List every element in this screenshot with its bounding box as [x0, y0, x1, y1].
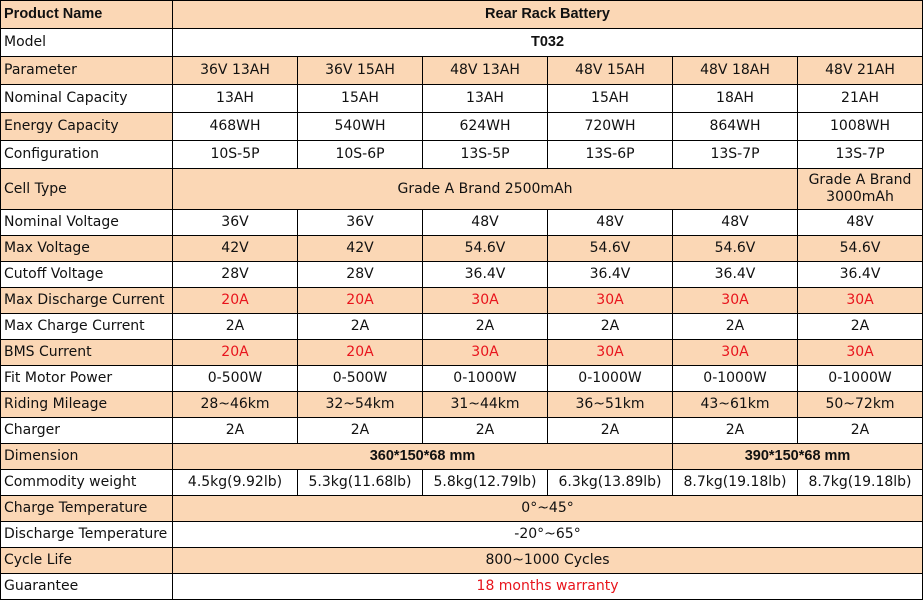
nominal-capacity-cell: 21AH: [798, 85, 923, 113]
nominal-capacity-cell: 15AH: [298, 85, 423, 113]
max-voltage-cell: 42V: [298, 236, 423, 262]
nominal-capacity-label: Nominal Capacity: [1, 85, 173, 113]
nominal-capacity-cell: 13AH: [423, 85, 548, 113]
max-charge-current-cell: 2A: [673, 314, 798, 340]
charger-cell: 2A: [548, 418, 673, 444]
bms-current-cell: 30A: [673, 340, 798, 366]
cutoff-voltage-cell: 36.4V: [798, 262, 923, 288]
nominal-voltage-cell: 48V: [548, 210, 673, 236]
configuration-row: [1, 141, 923, 169]
nominal-voltage-row: [1, 210, 923, 236]
fit-motor-power-cell: 0-1000W: [423, 366, 548, 392]
nominal-voltage-label: Nominal Voltage: [1, 210, 173, 236]
bms-current-cell: 30A: [548, 340, 673, 366]
max-charge-current-cell: 2A: [548, 314, 673, 340]
charge-temperature-row: [1, 496, 923, 522]
nominal-capacity-cell: 15AH: [548, 85, 673, 113]
dimension-value-b: 390*150*68 mm: [673, 444, 923, 470]
max-discharge-current-cell: 30A: [548, 288, 673, 314]
max-charge-current-row: [1, 314, 923, 340]
cutoff-voltage-label: Cutoff Voltage: [1, 262, 173, 288]
max-voltage-cell: 42V: [173, 236, 298, 262]
fit-motor-power-cell: 0-1000W: [673, 366, 798, 392]
parameter-cell: 36V 15AH: [298, 57, 423, 85]
nominal-capacity-row: [1, 85, 923, 113]
cutoff-voltage-cell: 36.4V: [423, 262, 548, 288]
max-charge-current-label: Max Charge Current: [1, 314, 173, 340]
parameter-row: [1, 57, 923, 85]
riding-mileage-cell: 31~44km: [423, 392, 548, 418]
discharge-temperature-value: -20°~65°: [173, 522, 923, 548]
riding-mileage-label: Riding Mileage: [1, 392, 173, 418]
charge-temperature-label: Charge Temperature: [1, 496, 173, 522]
charger-label: Charger: [1, 418, 173, 444]
max-charge-current-cell: 2A: [423, 314, 548, 340]
product-title: Rear Rack Battery: [173, 1, 923, 29]
nominal-voltage-cell: 36V: [173, 210, 298, 236]
riding-mileage-cell: 50~72km: [798, 392, 923, 418]
cutoff-voltage-cell: 36.4V: [548, 262, 673, 288]
charger-cell: 2A: [173, 418, 298, 444]
dimension-value-a: 360*150*68 mm: [173, 444, 673, 470]
energy-capacity-label: Energy Capacity: [1, 113, 173, 141]
energy-capacity-cell: 1008WH: [798, 113, 923, 141]
charger-row: [1, 418, 923, 444]
guarantee-label: Guarantee: [1, 574, 173, 600]
charge-temperature-value: 0°~45°: [173, 496, 923, 522]
dimension-row: [1, 444, 923, 470]
cell-type-label: Cell Type: [1, 169, 173, 210]
charger-cell: 2A: [423, 418, 548, 444]
charger-cell: 2A: [298, 418, 423, 444]
max-discharge-current-cell: 30A: [423, 288, 548, 314]
commodity-weight-label: Commodity weight: [1, 470, 173, 496]
max-charge-current-cell: 2A: [298, 314, 423, 340]
commodity-weight-cell: 6.3kg(13.89lb): [548, 470, 673, 496]
cycle-life-row: [1, 548, 923, 574]
bms-current-cell: 20A: [298, 340, 423, 366]
parameter-label: Parameter: [1, 57, 173, 85]
energy-capacity-cell: 624WH: [423, 113, 548, 141]
fit-motor-power-cell: 0-1000W: [798, 366, 923, 392]
configuration-label: Configuration: [1, 141, 173, 169]
energy-capacity-cell: 468WH: [173, 113, 298, 141]
bms-current-cell: 30A: [423, 340, 548, 366]
configuration-cell: 10S-6P: [298, 141, 423, 169]
energy-capacity-cell: 864WH: [673, 113, 798, 141]
energy-capacity-cell: 540WH: [298, 113, 423, 141]
cell-type-last: Grade A Brand 3000mAh: [798, 169, 923, 210]
max-voltage-cell: 54.6V: [423, 236, 548, 262]
header-row: [1, 1, 923, 29]
configuration-cell: 10S-5P: [173, 141, 298, 169]
bms-current-row: [1, 340, 923, 366]
fit-motor-power-label: Fit Motor Power: [1, 366, 173, 392]
max-charge-current-cell: 2A: [798, 314, 923, 340]
nominal-voltage-cell: 48V: [673, 210, 798, 236]
riding-mileage-row: [1, 392, 923, 418]
bms-current-label: BMS Current: [1, 340, 173, 366]
max-discharge-current-row: [1, 288, 923, 314]
riding-mileage-cell: 28~46km: [173, 392, 298, 418]
max-discharge-current-cell: 30A: [673, 288, 798, 314]
max-voltage-cell: 54.6V: [798, 236, 923, 262]
configuration-cell: 13S-7P: [673, 141, 798, 169]
configuration-cell: 13S-6P: [548, 141, 673, 169]
fit-motor-power-cell: 0-1000W: [548, 366, 673, 392]
nominal-voltage-cell: 48V: [798, 210, 923, 236]
cutoff-voltage-cell: 28V: [298, 262, 423, 288]
parameter-cell: 48V 18AH: [673, 57, 798, 85]
energy-capacity-row: [1, 113, 923, 141]
max-charge-current-cell: 2A: [173, 314, 298, 340]
cutoff-voltage-row: [1, 262, 923, 288]
model-value: T032: [173, 29, 923, 57]
max-discharge-current-cell: 30A: [798, 288, 923, 314]
parameter-cell: 48V 21AH: [798, 57, 923, 85]
parameter-cell: 48V 13AH: [423, 57, 548, 85]
guarantee-row: [1, 574, 923, 600]
riding-mileage-cell: 43~61km: [673, 392, 798, 418]
parameter-cell: 36V 13AH: [173, 57, 298, 85]
fit-motor-power-row: [1, 366, 923, 392]
nominal-voltage-cell: 48V: [423, 210, 548, 236]
model-label: Model: [1, 29, 173, 57]
dimension-label: Dimension: [1, 444, 173, 470]
commodity-weight-cell: 4.5kg(9.92lb): [173, 470, 298, 496]
max-voltage-label: Max Voltage: [1, 236, 173, 262]
configuration-cell: 13S-7P: [798, 141, 923, 169]
cutoff-voltage-cell: 28V: [173, 262, 298, 288]
discharge-temperature-label: Discharge Temperature: [1, 522, 173, 548]
fit-motor-power-cell: 0-500W: [173, 366, 298, 392]
bms-current-cell: 20A: [173, 340, 298, 366]
max-discharge-current-label: Max Discharge Current: [1, 288, 173, 314]
max-discharge-current-cell: 20A: [173, 288, 298, 314]
fit-motor-power-cell: 0-500W: [298, 366, 423, 392]
parameter-cell: 48V 15AH: [548, 57, 673, 85]
commodity-weight-cell: 5.8kg(12.79lb): [423, 470, 548, 496]
energy-capacity-cell: 720WH: [548, 113, 673, 141]
commodity-weight-cell: 8.7kg(19.18lb): [798, 470, 923, 496]
charger-cell: 2A: [673, 418, 798, 444]
discharge-temperature-row: [1, 522, 923, 548]
configuration-cell: 13S-5P: [423, 141, 548, 169]
max-voltage-cell: 54.6V: [548, 236, 673, 262]
model-row: [1, 29, 923, 57]
commodity-weight-cell: 8.7kg(19.18lb): [673, 470, 798, 496]
riding-mileage-cell: 36~51km: [548, 392, 673, 418]
cell-type-merged: Grade A Brand 2500mAh: [173, 169, 798, 210]
cutoff-voltage-cell: 36.4V: [673, 262, 798, 288]
riding-mileage-cell: 32~54km: [298, 392, 423, 418]
commodity-weight-cell: 5.3kg(11.68lb): [298, 470, 423, 496]
cell-type-row: [1, 169, 923, 210]
charger-cell: 2A: [798, 418, 923, 444]
cycle-life-label: Cycle Life: [1, 548, 173, 574]
cycle-life-value: 800~1000 Cycles: [173, 548, 923, 574]
max-discharge-current-cell: 20A: [298, 288, 423, 314]
product-name-label: Product Name: [1, 1, 173, 29]
nominal-capacity-cell: 13AH: [173, 85, 298, 113]
commodity-weight-row: [1, 470, 923, 496]
max-voltage-row: [1, 236, 923, 262]
bms-current-cell: 30A: [798, 340, 923, 366]
nominal-capacity-cell: 18AH: [673, 85, 798, 113]
max-voltage-cell: 54.6V: [673, 236, 798, 262]
guarantee-value: 18 months warranty: [173, 574, 923, 600]
nominal-voltage-cell: 36V: [298, 210, 423, 236]
